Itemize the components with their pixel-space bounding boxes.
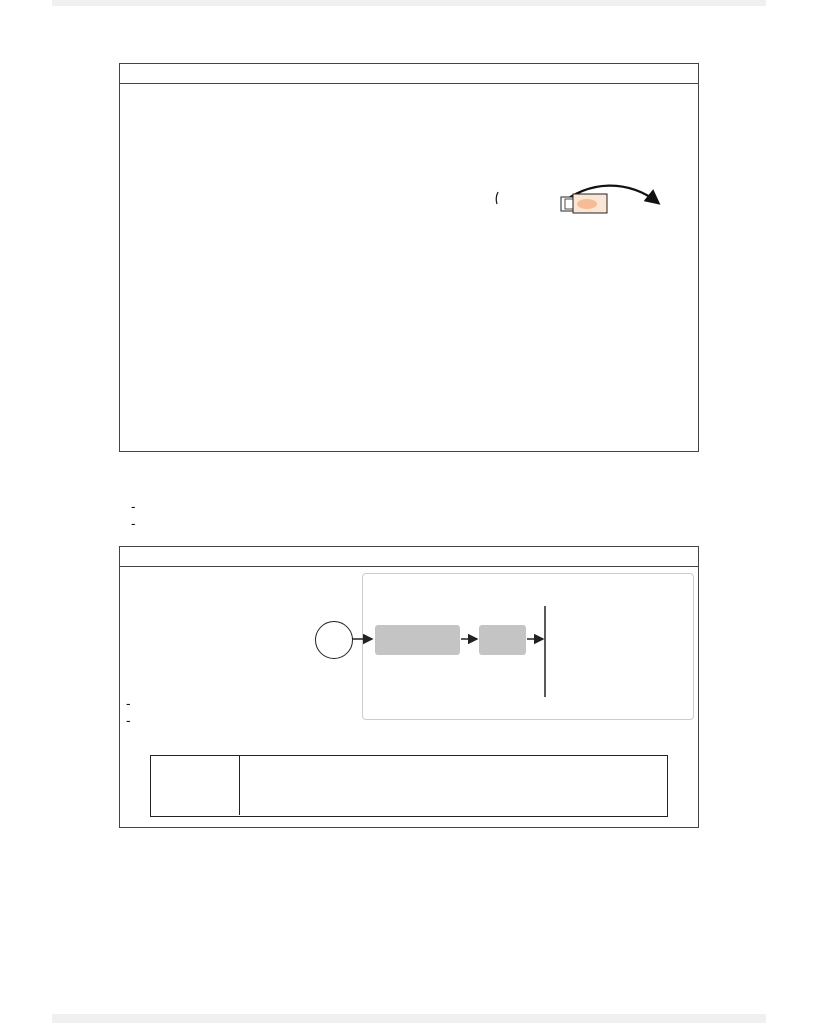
doc3-bullet-1: - [126, 696, 146, 711]
energy-flow-diagram [350, 573, 695, 718]
small-angle-arc [496, 192, 498, 204]
question-2-item-1: - [131, 499, 143, 514]
angle-time-chart [140, 276, 690, 448]
formula [151, 756, 240, 815]
formula-box [150, 755, 668, 817]
document-2-header [120, 64, 698, 84]
viewer-bottom-edge [52, 1014, 766, 1023]
viewer-top-edge [52, 0, 766, 6]
document-3-header [120, 547, 698, 567]
document-3-frame [119, 546, 699, 828]
soleil-node [315, 621, 353, 659]
panneau-box [375, 625, 460, 655]
doc3-bullet-2: - [126, 713, 146, 728]
camera-icon [561, 194, 607, 213]
camera-rotation-diagram [410, 86, 698, 236]
document-2-frame [119, 63, 699, 452]
batterie-box [479, 625, 526, 655]
question-2-item-2: - [131, 516, 143, 531]
